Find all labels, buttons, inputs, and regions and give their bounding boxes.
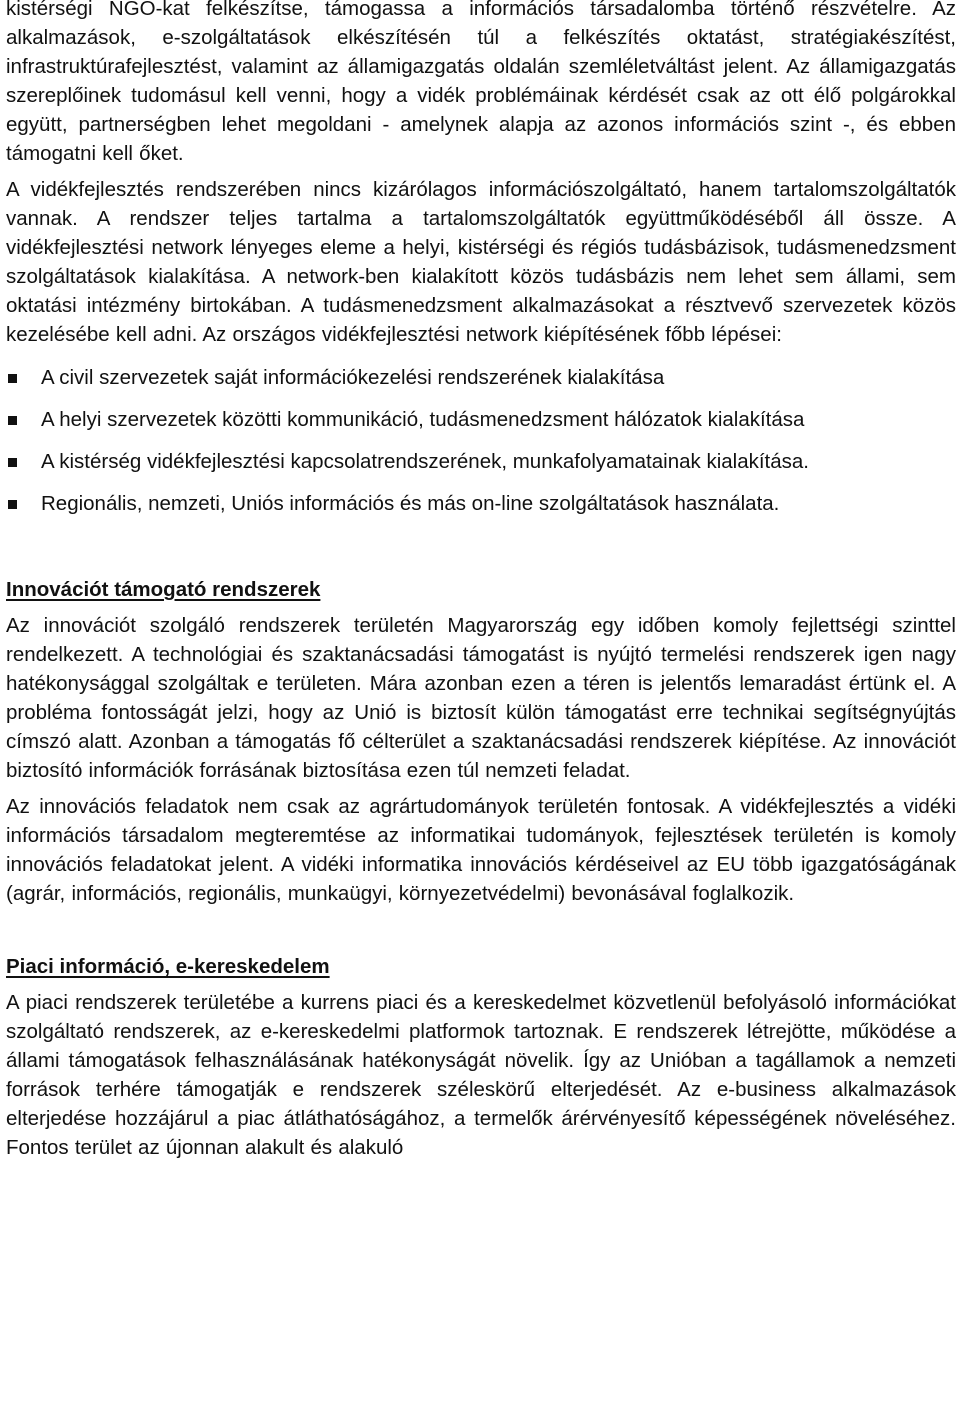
body-paragraph: A vidékfejlesztés rendszerében nincs kizárólagos információszolgáltató, hanem tartalomszolgáltatók vannak. A rendszer teljes tartalma a tartalomszolgáltatók együttműködéséből áll össze. A vidékfejlesztési network lényeges eleme a helyi, kistérségi és régiós tudásbázisok, tudásmenedzsment szolgáltatások kialakítása. A network-ben kialakított közös tudásbázis nem lehet sem állami, sem oktatási intézmény birtokában. A tudásmenedzsment alkalmazásokat a résztvevő szervezetek közös kezelésébe kell adni. Az országos vidékfejlesztési network kiépítésének főbb lépései: bbox=[6, 178, 956, 346]
section-heading-innovation: Innovációt támogató rendszerek bbox=[6, 578, 321, 601]
list-item bbox=[6, 405, 956, 434]
square-bullet-icon bbox=[8, 416, 17, 425]
square-bullet-icon bbox=[8, 374, 17, 383]
list-item bbox=[6, 489, 956, 518]
list-item bbox=[6, 363, 956, 392]
section-heading-market: Piaci információ, e-kereskedelem bbox=[6, 955, 330, 978]
list-item bbox=[6, 447, 956, 476]
square-bullet-icon bbox=[8, 500, 17, 509]
list-item-text: A kistérség vidékfejlesztési kapcsolatrendszerének, munkafolyamatainak kialakítása. bbox=[41, 450, 809, 473]
body-paragraph: kistérségi NGO-kat felkészítse, támogassa a információs társadalomba történő részvételre. Az alkalmazások, e-szolgáltatások elkészítésén túl a felkészítés oktatást, stratégiakészítést, infrastruktúrafejlesztést, valamint az államigazgatás oldalán szemléletváltást jelent. Az államigazgatás szereplőinek tudomásul kell venni, hogy a vidék problémáinak kérdését csak az ott élő polgárokkal együtt, partnerségben lehet megoldani - amelynek alapja az azonos információs szint -, és ebben támogatni kell őket. bbox=[6, 0, 956, 165]
document-page bbox=[6, 0, 956, 1162]
body-paragraph: Az innovációt szolgáló rendszerek területén Magyarország egy időben komoly fejlettségi szinttel rendelkezett. A technológiai és szaktanácsadási támogatást is nyújtó termelési rendszerek igen nagy hatékonysággal szolgáltak e területen. Mára azonban ezen a téren is jelentős lemaradást értünk el. A probléma fontosságát jelzi, hogy az Unió is biztosít külön támogatást erre technikai segítségnyújtás címszó alatt. Azonban a támogatás fő célterület a szaktanácsadási rendszerek kiépítése. Az innovációt biztosító információk forrásának biztosítása ezen túl nemzeti feladat. bbox=[6, 614, 956, 782]
square-bullet-icon bbox=[8, 458, 17, 467]
list-item-text: Regionális, nemzeti, Uniós információs és más on-line szolgáltatások használata. bbox=[41, 492, 780, 515]
list-item-text: A helyi szervezetek közötti kommunikáció, tudásmenedzsment hálózatok kialakítása bbox=[41, 408, 805, 431]
network-steps-list bbox=[6, 363, 956, 518]
body-paragraph: A piaci rendszerek területébe a kurrens piaci és a kereskedelmet közvetlenül befolyásoló információkat szolgáltató rendszerek, az e-kereskedelmi platformok tartoznak. E rendszerek létrejötte, működése a állami támogatások felhasználásának hatékonyságát növelik. Így az Unióban a tagállamok a nemzeti források terhére támogatják e rendszerek széleskörű elterjedését. Az e-business alkalmazások elterjedése hozzájárul a piac átláthatóságához, a termelők árérvényesítő képességének növeléséhez. Fontos terület az újonnan alakult és alakuló bbox=[6, 991, 956, 1159]
body-paragraph: Az innovációs feladatok nem csak az agrártudományok területén fontosak. A vidékfejlesztés a vidéki információs társadalom megteremtése az informatikai tudományok, fejlesztések területén is komoly innovációs feladatokat jelent. A vidéki informatika innovációs kérdéseivel az EU több igazgatóságának (agrár, információs, regionális, munkaügyi, környezetvédelmi) bevonásával foglalkozik. bbox=[6, 795, 956, 905]
list-item-text: A civil szervezetek saját információkezelési rendszerének kialakítása bbox=[41, 366, 665, 389]
